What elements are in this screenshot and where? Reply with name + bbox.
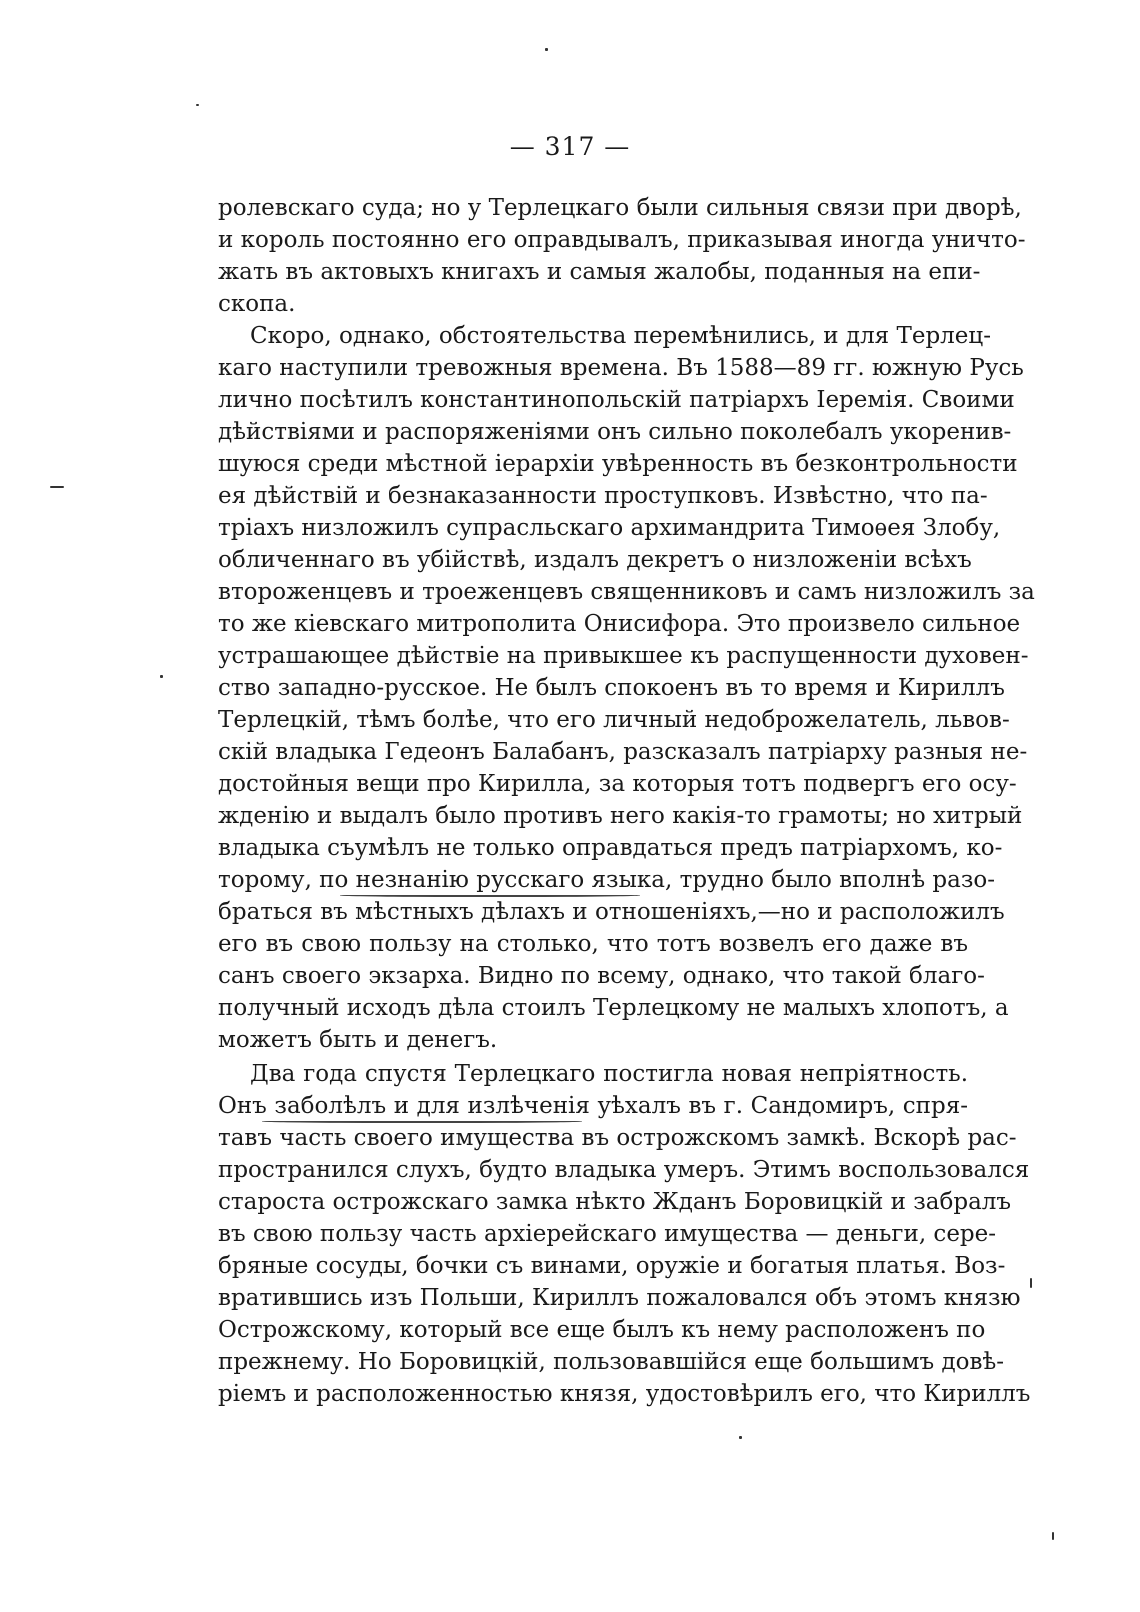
text-line: второженцевъ и троеженцевъ священниковъ и самъ низложилъ за (218, 579, 1035, 605)
text-line: ство западно-русское. Не былъ спокоенъ въ то время и Кириллъ (218, 675, 1005, 701)
text-line: староста острожскаго замка нѣкто Жданъ Боровицкій и забралъ (218, 1189, 1012, 1215)
scan-speck (739, 1436, 742, 1439)
text-line: бряные сосуды, бочки съ винами, оружіе и богатыя платья. Воз- (218, 1253, 1006, 1279)
scan-speck (1030, 1278, 1032, 1288)
text-line: получный исходъ дѣла стоилъ Терлецкому не малыхъ хлопотъ, а (218, 995, 1009, 1021)
paragraph-first-line: Скоро, однако, обстоятельства перемѣнились, и для Терлец- (250, 323, 991, 349)
text-line: шуюся среди мѣстной іерархіи увѣренность въ безконтрольности (218, 451, 1018, 477)
text-line: владыка съумѣлъ не только оправдаться предъ патріархомъ, ко- (218, 835, 1003, 861)
paragraph-first-line: Два года спустя Терлецкаго постигла новая непріятность. (250, 1061, 968, 1087)
scan-speck (1052, 1532, 1054, 1540)
text-line: каго наступили тревожныя времена. Въ 1588—89 гг. южную Русь (218, 355, 1024, 381)
text-line: Терлецкій, тѣмъ болѣе, что его личный недоброжелатель, львов- (218, 707, 1010, 733)
text-line: лично посѣтилъ константинопольскій патріархъ Іеремія. Своими (218, 387, 1015, 413)
text-line: скій владыка Гедеонъ Балабанъ, разсказалъ патріарху разныя не- (218, 739, 1028, 765)
text-line: санъ своего экзарха. Видно по всему, однако, что такой благо- (218, 963, 985, 989)
pencil-underline (340, 893, 640, 897)
text-line: жденію и выдалъ было противъ него какія-то грамоты; но хитрый (218, 803, 1023, 829)
text-line: скопа. (218, 291, 296, 317)
text-line: жать въ актовыхъ книгахъ и самыя жалобы, поданныя на епи- (218, 259, 981, 285)
text-line: обличеннаго въ убійствѣ, издалъ декретъ о низложеніи всѣхъ (218, 547, 972, 573)
text-line: прежнему. Но Боровицкій, пользовавшійся еще большимъ довѣ- (218, 1349, 1005, 1375)
text-line: браться въ мѣстныхъ дѣлахъ и отношеніяхъ,—но и расположилъ (218, 899, 1005, 925)
text-line: его въ свою пользу на столько, что тотъ возвелъ его даже въ (218, 931, 968, 957)
page-number: — 317 — (509, 132, 631, 161)
text-line: ріемъ и расположенностью князя, удостовѣрилъ его, что Кириллъ (218, 1381, 1031, 1407)
text-line: въ свою пользу часть архіерейскаго имущества — деньги, сере- (218, 1221, 997, 1247)
text-line: пространился слухъ, будто владыка умеръ. Этимъ воспользовался (218, 1157, 1030, 1183)
scan-speck (545, 48, 548, 51)
text-line: торому, по незнанію русскаго языка, трудно было вполнѣ разо- (218, 867, 996, 893)
scan-speck (196, 104, 199, 106)
text-line: и король постоянно его оправдывалъ, приказывая иногда уничто- (218, 227, 1026, 253)
text-line: Острожскому, который все еще былъ къ нему расположенъ по (218, 1317, 986, 1343)
text-line: тавъ часть своего имущества въ острожскомъ замкѣ. Вскорѣ рас- (218, 1125, 1017, 1151)
text-line: тріахъ низложилъ супрасльскаго архимандрита Тимоѳея Злобу, (218, 515, 1001, 541)
pencil-underline (262, 1119, 582, 1123)
text-line: можетъ быть и денегъ. (218, 1027, 498, 1053)
text-line: вратившись изъ Польши, Кириллъ пожаловался объ этомъ князю (218, 1285, 1021, 1311)
text-line: устрашающее дѣйствіе на привыкшее къ распущенности духовен- (218, 643, 1029, 669)
text-line: дѣйствіями и распоряженіями онъ сильно поколебалъ укоренив- (218, 419, 1012, 445)
text-line: ея дѣйствій и безнаказанности проступковъ. Извѣстно, что па- (218, 483, 988, 509)
text-line: достойныя вещи про Кирилла, за которыя тотъ подвергъ его осу- (218, 771, 1017, 797)
text-line: ролевскаго суда; но у Терлецкаго были сильныя связи при дворѣ, (218, 195, 1022, 221)
text-line: Онъ заболѣлъ и для излѣченія уѣхалъ въ г. Сандомиръ, спря- (218, 1093, 968, 1119)
scan-speck (160, 675, 163, 678)
text-line: то же кіевскаго митрополита Онисифора. Это произвело сильное (218, 611, 1021, 637)
scan-speck (50, 486, 64, 488)
